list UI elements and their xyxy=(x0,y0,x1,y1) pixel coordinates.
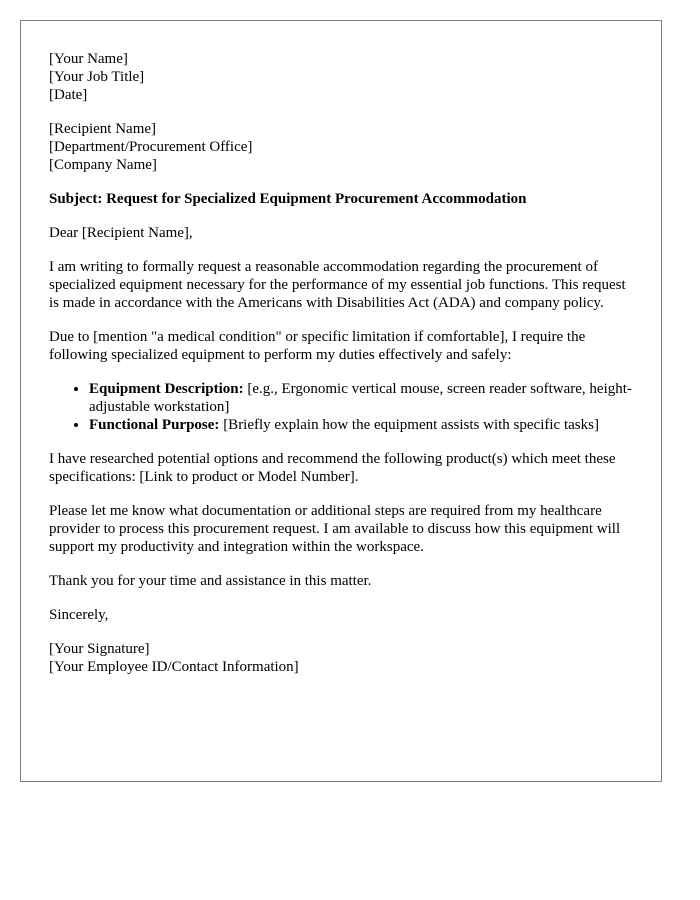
sender-block xyxy=(49,50,632,104)
list-item-label: Functional Purpose: xyxy=(89,417,220,433)
documentation-paragraph: Please let me know what documentation or additional steps are required from my healthcare provider to process this procurement request. I am available to discuss how this equipment will support my productivity and integration within the workspace. xyxy=(49,503,621,555)
equipment-list xyxy=(49,380,632,434)
recipient-name: [Recipient Name] xyxy=(49,121,157,137)
recipient-department: [Department/Procurement Office] xyxy=(49,139,253,155)
research-paragraph: I have researched potential options and recommend the following product(s) which meet these specifications: [Link to product or Model Number]. xyxy=(49,451,616,485)
subject-line xyxy=(49,190,632,208)
list-item xyxy=(89,416,632,434)
letter-page xyxy=(20,20,662,782)
letter-date: [Date] xyxy=(49,87,88,103)
thanks-paragraph: Thank you for your time and assistance in this matter. xyxy=(49,573,372,589)
signature-block xyxy=(49,640,632,676)
recipient-block xyxy=(49,120,632,174)
list-item xyxy=(89,380,632,416)
list-item-text: [e.g., Ergonomic vertical mouse, screen reader software, height-adjustable workstation] xyxy=(89,381,632,415)
intro-paragraph: I am writing to formally request a reasonable accommodation regarding the procurement of specialized equipment necessary for the performance of my essential job functions. This request is made in accordance with the Americans with Disabilities Act (ADA) and company policy. xyxy=(49,259,626,311)
sender-job-title: [Your Job Title] xyxy=(49,69,145,85)
salutation: Dear [Recipient Name], xyxy=(49,225,193,241)
list-item-label: Equipment Description: xyxy=(89,381,244,397)
list-item-text: [Briefly explain how the equipment assists with specific tasks] xyxy=(219,417,599,433)
signature: [Your Signature] xyxy=(49,641,150,657)
reason-paragraph: Due to [mention "a medical condition" or specific limitation if comfortable], I require the following specialized equipment to perform my duties effectively and safely: xyxy=(49,329,586,363)
sender-name: [Your Name] xyxy=(49,51,128,67)
contact-info: [Your Employee ID/Contact Information] xyxy=(49,659,299,675)
recipient-company: [Company Name] xyxy=(49,157,157,173)
subject-text: Subject: Request for Specialized Equipment Procurement Accommodation xyxy=(49,191,527,207)
closing: Sincerely, xyxy=(49,607,109,623)
